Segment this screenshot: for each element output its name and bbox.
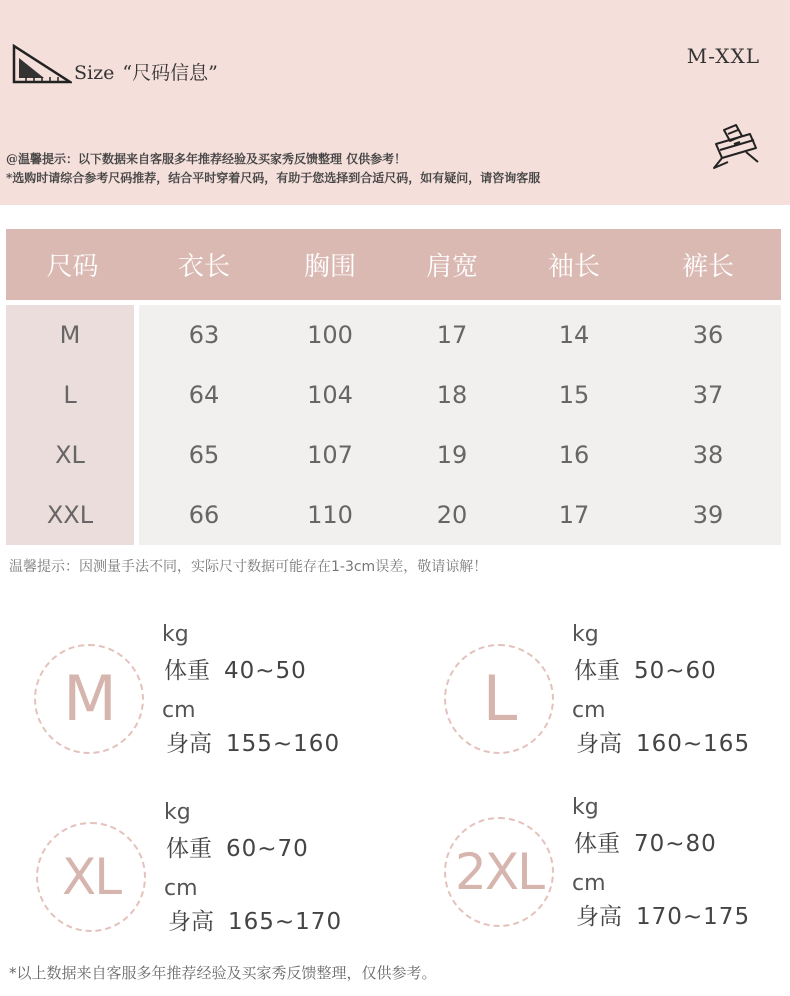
height-value: 160~165 [636, 731, 751, 757]
unit-kg: kg [162, 622, 189, 647]
table-cell: 14 [513, 305, 635, 365]
weight-value: 40~50 [224, 658, 307, 684]
height-row [168, 903, 342, 936]
height-row [576, 725, 750, 758]
table-header-row [6, 229, 781, 300]
tip-line-1: @温馨提示：以下数据来自客服多年推荐经验及买家秀反馈整理 仅供参考！ [6, 152, 407, 166]
size-info-header [0, 0, 790, 205]
title-cn: “尺码信息” [122, 62, 218, 84]
weight-label: 体重 [164, 658, 210, 684]
measurement-note: 温馨提示：因测量手法不同，实际尺寸数据可能存在1-3cm误差，敬请谅解！ [9, 559, 488, 575]
weight-value: 70~80 [634, 831, 717, 857]
size-chart-table [6, 229, 781, 545]
size-letter: M [63, 662, 115, 735]
table-row [6, 425, 781, 485]
size-card-2xl [444, 795, 784, 955]
unit-cm: cm [162, 698, 196, 723]
size-badge [444, 644, 554, 754]
size-badge [444, 817, 554, 927]
unit-cm: cm [164, 876, 198, 901]
column-header-size: 尺码 [6, 229, 139, 300]
table-cell: 66 [139, 485, 269, 545]
column-header-length: 衣长 [139, 229, 269, 300]
weight-row [574, 652, 717, 685]
height-value: 170~175 [636, 904, 751, 930]
size-card-l [444, 622, 784, 782]
height-row [166, 725, 340, 758]
table-cell: 15 [513, 365, 635, 425]
table-cell: 38 [635, 425, 781, 485]
clothes-clip-icon [706, 122, 764, 174]
weight-value: 50~60 [634, 658, 717, 684]
table-cell: 107 [269, 425, 391, 485]
height-value: 165~170 [228, 909, 343, 935]
table-cell: 39 [635, 485, 781, 545]
size-range: M-XXL [686, 44, 760, 68]
weight-row [166, 830, 309, 863]
footer-note: *以上数据来自客服多年推荐经验及买家秀反馈整理，仅供参考。 [9, 964, 437, 982]
size-letter: XL [61, 848, 121, 906]
unit-kg: kg [572, 795, 599, 820]
size-letter: L [482, 662, 516, 735]
weight-row [164, 652, 307, 685]
weight-value: 60~70 [226, 836, 309, 862]
unit-cm: cm [572, 871, 606, 896]
column-header-pants: 裤长 [635, 229, 781, 300]
table-cell: 16 [513, 425, 635, 485]
column-header-bust: 胸围 [269, 229, 391, 300]
table-row [6, 305, 781, 365]
height-row [576, 898, 750, 931]
table-cell-size: XXL [6, 485, 139, 545]
table-cell: 17 [513, 485, 635, 545]
tip-line-2: *选购时请综合参考尺码推荐，结合平时穿着尺码，有助于您选择到合适尺码，如有疑问，请咨询客服 [6, 171, 541, 185]
size-badge [34, 644, 144, 754]
table-cell: 65 [139, 425, 269, 485]
unit-kg: kg [164, 800, 191, 825]
table-cell: 37 [635, 365, 781, 425]
height-label: 身高 [576, 904, 622, 930]
column-header-shoulder: 肩宽 [391, 229, 513, 300]
table-cell: 64 [139, 365, 269, 425]
table-cell-size: L [6, 365, 139, 425]
table-cell-size: M [6, 305, 139, 365]
weight-label: 体重 [166, 836, 212, 862]
table-row [6, 485, 781, 545]
size-card-xl [36, 800, 376, 960]
table-cell: 20 [391, 485, 513, 545]
size-card-m [34, 622, 374, 782]
ruler-triangle-icon [12, 44, 72, 84]
height-value: 155~160 [226, 731, 341, 757]
table-cell: 63 [139, 305, 269, 365]
page-title [74, 58, 218, 85]
table-cell: 18 [391, 365, 513, 425]
column-header-sleeve: 袖长 [513, 229, 635, 300]
title-en: Size [74, 62, 115, 84]
weight-label: 体重 [574, 658, 620, 684]
height-label: 身高 [166, 731, 212, 757]
height-label: 身高 [168, 909, 214, 935]
table-cell: 104 [269, 365, 391, 425]
size-letter: 2XL [455, 843, 543, 901]
table-cell: 19 [391, 425, 513, 485]
weight-row [574, 825, 717, 858]
table-row [6, 365, 781, 425]
table-cell-size: XL [6, 425, 139, 485]
table-cell: 36 [635, 305, 781, 365]
size-badge [36, 822, 146, 932]
table-cell: 17 [391, 305, 513, 365]
table-cell: 110 [269, 485, 391, 545]
unit-kg: kg [572, 622, 599, 647]
weight-label: 体重 [574, 831, 620, 857]
height-label: 身高 [576, 731, 622, 757]
unit-cm: cm [572, 698, 606, 723]
table-cell: 100 [269, 305, 391, 365]
